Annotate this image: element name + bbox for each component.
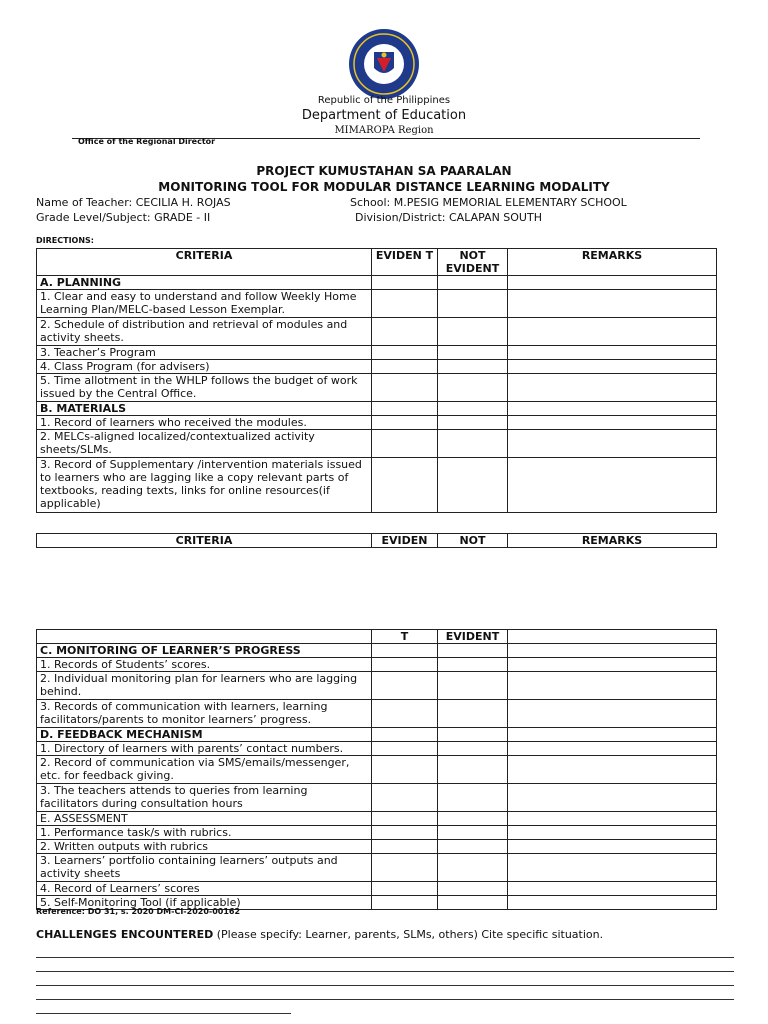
remarks-header: REMARKS	[508, 249, 717, 276]
not-evident-cell[interactable]	[438, 840, 508, 854]
remarks-cell[interactable]	[508, 756, 717, 784]
doc-title-line2: MONITORING TOOL FOR MODULAR DISTANCE LEARNING MODALITY	[158, 180, 610, 194]
evident-cell[interactable]	[372, 318, 438, 346]
evident-cell[interactable]	[372, 374, 438, 402]
criteria-item: 2. Schedule of distribution and retrieval of modules and activity sheets.	[37, 318, 372, 346]
not-evident-cell[interactable]	[438, 812, 508, 826]
directions-label: DIRECTIONS:	[36, 236, 95, 245]
evident-header: EVIDEN T	[372, 249, 438, 276]
office-label: Office of the Regional Director	[78, 137, 216, 146]
not-evident-cell[interactable]	[438, 360, 508, 374]
criteria-item: 1. Records of Students’ scores.	[37, 658, 372, 672]
criteria-item: 4. Class Program (for advisers)	[37, 360, 372, 374]
not-evident-cell[interactable]	[438, 896, 508, 910]
criteria-item: 2. Record of communication via SMS/emails/messenger, etc. for feedback giving.	[37, 756, 372, 784]
not-evident-cell[interactable]	[438, 854, 508, 882]
not-evident-cell[interactable]	[438, 756, 508, 784]
remarks-cell[interactable]	[508, 658, 717, 672]
criteria-section: A. PLANNING	[37, 276, 372, 290]
not-evident-cell[interactable]	[438, 276, 508, 290]
criteria-item: 4. Record of Learners’ scores	[37, 882, 372, 896]
remarks-cell[interactable]	[508, 812, 717, 826]
not-evident-cell[interactable]	[438, 458, 508, 513]
evident-cell[interactable]	[372, 430, 438, 458]
not-evident-cell[interactable]	[438, 658, 508, 672]
criteria-table-2-header	[36, 533, 717, 548]
not-evident-header: NOT EVIDENT	[438, 249, 508, 276]
evident-cell[interactable]	[372, 672, 438, 700]
answer-line[interactable]	[36, 985, 734, 986]
criteria-table-1	[36, 248, 717, 513]
evident-cell[interactable]	[372, 756, 438, 784]
answer-line[interactable]	[36, 957, 734, 958]
criteria-header: CRITERIA	[37, 249, 372, 276]
remarks-cell[interactable]	[508, 854, 717, 882]
criteria-item: 5. Self-Monitoring Tool (if applicable)	[37, 896, 372, 910]
criteria-item: 5. Time allotment in the WHLP follows the budget of work issued by the Central Office.	[37, 374, 372, 402]
criteria-section: C. MONITORING OF LEARNER’S PROGRESS	[37, 644, 372, 658]
remarks-header	[508, 630, 717, 644]
remarks-cell[interactable]	[508, 346, 717, 360]
remarks-cell[interactable]	[508, 644, 717, 658]
not-evident-cell[interactable]	[438, 728, 508, 742]
not-evident-cell[interactable]	[438, 882, 508, 896]
evident-cell[interactable]	[372, 644, 438, 658]
criteria-section: E. ASSESSMENT	[37, 812, 372, 826]
criteria-item: 3. The teachers attends to queries from learning facilitators during consultation hours	[37, 784, 372, 812]
evident-cell[interactable]	[372, 882, 438, 896]
evident-cell[interactable]	[372, 290, 438, 318]
remarks-cell[interactable]	[508, 458, 717, 513]
remarks-cell[interactable]	[508, 374, 717, 402]
criteria-item: 1. Record of learners who received the modules.	[37, 416, 372, 430]
evident-cell[interactable]	[372, 742, 438, 756]
region-label: MIMAROPA Region	[334, 125, 434, 136]
evident-cell[interactable]	[372, 896, 438, 910]
remarks-cell[interactable]	[508, 416, 717, 430]
remarks-cell[interactable]	[508, 784, 717, 812]
evident-cell[interactable]	[372, 360, 438, 374]
criteria-section: D. FEEDBACK MECHANISM	[37, 728, 372, 742]
not-evident-cell[interactable]	[438, 742, 508, 756]
criteria-item: 3. Record of Supplementary /intervention materials issued to learners who are lagging like a copy relevant parts of textbooks, reading texts, links for online resources(if applicable)	[37, 458, 372, 513]
criteria-section: B. MATERIALS	[37, 402, 372, 416]
not-evident-cell[interactable]	[438, 430, 508, 458]
evident-cell[interactable]	[372, 276, 438, 290]
remarks-cell[interactable]	[508, 742, 717, 756]
criteria-item: 1. Performance task/s with rubrics.	[37, 826, 372, 840]
evident-cell[interactable]	[372, 458, 438, 513]
remarks-cell[interactable]	[508, 318, 717, 346]
criteria-item: 3. Records of communication with learners, learning facilitators/parents to monitor learners’ progress.	[37, 700, 372, 728]
remarks-cell[interactable]	[508, 896, 717, 910]
criteria-item: 2. Written outputs with rubrics	[37, 840, 372, 854]
division-district: Division/District: CALAPAN SOUTH	[355, 211, 542, 224]
not-evident-cell[interactable]	[438, 346, 508, 360]
evident-cell[interactable]	[372, 402, 438, 416]
remarks-cell[interactable]	[508, 700, 717, 728]
evident-header-cont: T	[372, 630, 438, 644]
republic-label: Republic of the Philippines	[317, 95, 451, 106]
remarks-cell[interactable]	[508, 728, 717, 742]
answer-line[interactable]	[36, 971, 734, 972]
remarks-cell[interactable]	[508, 402, 717, 416]
not-evident-cell[interactable]	[438, 826, 508, 840]
evident-cell[interactable]	[372, 826, 438, 840]
not-evident-cell[interactable]	[438, 644, 508, 658]
not-evident-header: NOT	[438, 534, 508, 548]
teacher-name: Name of Teacher: CECILIA H. ROJAS	[36, 196, 231, 209]
remarks-cell[interactable]	[508, 360, 717, 374]
department-label: Department of Education	[301, 108, 467, 123]
criteria-item: 3. Learners’ portfolio containing learners’ outputs and activity sheets	[37, 854, 372, 882]
reference-note: Reference: DO 31, s. 2020 DM-CI-2020-00162	[36, 907, 241, 916]
criteria-header	[37, 630, 372, 644]
evident-cell[interactable]	[372, 728, 438, 742]
not-evident-cell[interactable]	[438, 700, 508, 728]
criteria-item: 2. Individual monitoring plan for learners who are lagging behind.	[37, 672, 372, 700]
not-evident-cell[interactable]	[438, 374, 508, 402]
evident-cell[interactable]	[372, 658, 438, 672]
criteria-item: 1. Directory of learners with parents’ contact numbers.	[37, 742, 372, 756]
remarks-header: REMARKS	[508, 534, 717, 548]
criteria-item: 3. Teacher’s Program	[37, 346, 372, 360]
remarks-cell[interactable]	[508, 276, 717, 290]
criteria-item: 1. Clear and easy to understand and follow Weekly Home Learning Plan/MELC-based Lesson Exemplar.	[37, 290, 372, 318]
remarks-cell[interactable]	[508, 430, 717, 458]
not-evident-header-cont: EVIDENT	[438, 630, 508, 644]
not-evident-cell[interactable]	[438, 784, 508, 812]
not-evident-cell[interactable]	[438, 416, 508, 430]
criteria-header: CRITERIA	[37, 534, 372, 548]
remarks-cell[interactable]	[508, 840, 717, 854]
remarks-cell[interactable]	[508, 290, 717, 318]
answer-line[interactable]	[36, 999, 734, 1000]
deped-seal-logo	[348, 28, 420, 100]
criteria-item: 2. MELCs-aligned localized/contextualized activity sheets/SLMs.	[37, 430, 372, 458]
not-evident-cell[interactable]	[438, 402, 508, 416]
evident-cell[interactable]	[372, 854, 438, 882]
not-evident-cell[interactable]	[438, 290, 508, 318]
doc-title-line1: PROJECT KUMUSTAHAN SA PAARALAN	[256, 164, 512, 178]
evident-header: EVIDEN	[372, 534, 438, 548]
criteria-table-3	[36, 629, 717, 910]
challenges-label: CHALLENGES ENCOUNTERED	[36, 928, 214, 941]
challenges-prompt	[36, 928, 603, 941]
challenges-instructions: (Please specify: Learner, parents, SLMs, others) Cite specific situation.	[213, 928, 604, 941]
grade-level: Grade Level/Subject: GRADE - II	[36, 211, 211, 224]
evident-cell[interactable]	[372, 700, 438, 728]
evident-cell[interactable]	[372, 840, 438, 854]
not-evident-cell[interactable]	[438, 672, 508, 700]
remarks-cell[interactable]	[508, 826, 717, 840]
remarks-cell[interactable]	[508, 882, 717, 896]
not-evident-cell[interactable]	[438, 318, 508, 346]
evident-cell[interactable]	[372, 812, 438, 826]
evident-cell[interactable]	[372, 416, 438, 430]
school-name: School: M.PESIG MEMORIAL ELEMENTARY SCHOOL	[350, 196, 627, 209]
evident-cell[interactable]	[372, 346, 438, 360]
answer-line[interactable]	[36, 1013, 291, 1014]
evident-cell[interactable]	[372, 784, 438, 812]
remarks-cell[interactable]	[508, 672, 717, 700]
